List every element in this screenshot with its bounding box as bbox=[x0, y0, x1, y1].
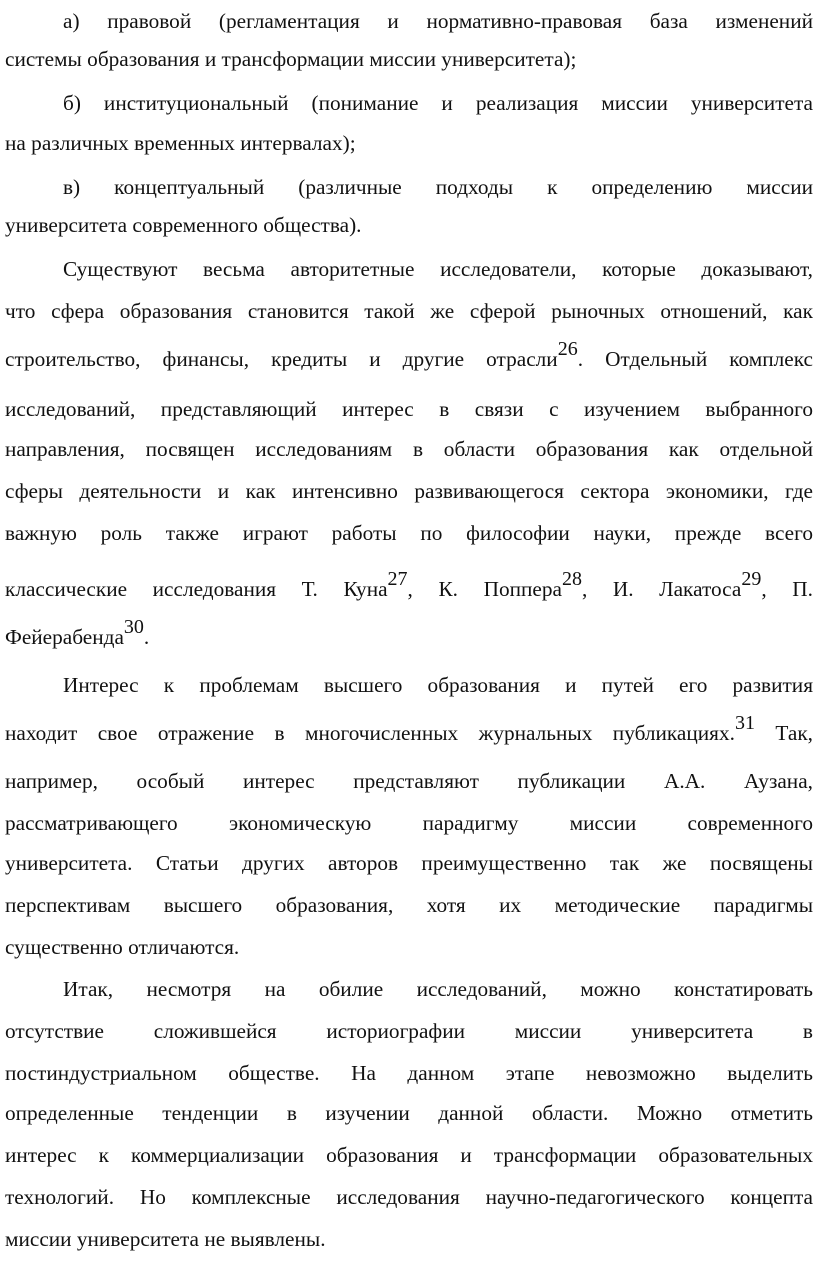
text-line: определенные тенденции в изучении данной области. Можно отметить bbox=[5, 1101, 813, 1125]
text-line bbox=[5, 338, 814, 374]
footnote-ref[interactable]: 31 bbox=[734, 712, 755, 734]
footnote-ref[interactable]: 30 bbox=[123, 616, 144, 638]
footnote-ref[interactable]: 26 bbox=[557, 338, 578, 360]
text-line: например, особый интерес представляют публикации А.А. Аузана, bbox=[5, 769, 813, 793]
text-line: важную роль также играют работы по философии науки, прежде всего bbox=[5, 521, 813, 545]
text-line: интерес к коммерциализации образования и трансформации образовательных bbox=[5, 1143, 813, 1167]
text-line: Итак, несмотря на обилие исследований, можно констатировать bbox=[63, 977, 813, 1001]
text-line: рассматривающего экономическую парадигму миссии современного bbox=[5, 811, 813, 835]
text-line: б) институциональный (понимание и реализация миссии университета bbox=[63, 91, 813, 115]
text-line bbox=[5, 616, 813, 652]
text-span: Фейерабенда bbox=[5, 625, 124, 649]
text-span: Так, bbox=[754, 721, 813, 745]
text-line bbox=[5, 568, 813, 604]
text-line: университета. Статьи других авторов преимущественно так же посвящены bbox=[5, 851, 813, 875]
text-line: системы образования и трансформации миссии университета); bbox=[5, 47, 577, 71]
text-span: находит свое отражение в многочисленных журнальных публикациях. bbox=[5, 721, 735, 745]
text-line: постиндустриальном обществе. На данном этапе невозможно выделить bbox=[5, 1061, 813, 1085]
footnote-ref[interactable]: 29 bbox=[741, 568, 762, 590]
text-span: строительство, финансы, кредиты и другие отрасли bbox=[5, 347, 558, 371]
text-span: классические исследования Т. Куна bbox=[5, 577, 388, 601]
text-line: университета современного общества). bbox=[5, 213, 362, 237]
text-span: , П. bbox=[761, 577, 813, 601]
text-line: существенно отличаются. bbox=[5, 935, 240, 959]
text-span: . Отдельный комплекс bbox=[577, 347, 814, 371]
text-line: технологий. Но комплексные исследования научно-педагогического концепта bbox=[5, 1185, 813, 1209]
text-line: перспективам высшего образования, хотя их методические парадигмы bbox=[5, 893, 813, 917]
text-line: Интерес к проблемам высшего образования и путей его развития bbox=[63, 673, 813, 697]
text-span: , К. Поппера bbox=[407, 577, 562, 601]
text-line: что сфера образования становится такой же сферой рыночных отношений, как bbox=[5, 299, 813, 323]
text-line bbox=[5, 712, 813, 748]
text-line: на различных временных интервалах); bbox=[5, 131, 356, 155]
text-line: Существуют весьма авторитетные исследователи, которые доказывают, bbox=[63, 257, 813, 281]
text-line: отсутствие сложившейся историографии миссии университета в bbox=[5, 1019, 813, 1043]
text-line: а) правовой (регламентация и нормативно-правовая база изменений bbox=[63, 9, 813, 33]
text-line: сферы деятельности и как интенсивно развивающегося сектора экономики, где bbox=[5, 479, 813, 503]
text-line: миссии университета не выявлены. bbox=[5, 1227, 326, 1251]
footnote-ref[interactable]: 27 bbox=[387, 568, 408, 590]
text-span: . bbox=[143, 625, 150, 649]
text-line: исследований, представляющий интерес в связи с изучением выбранного bbox=[5, 397, 813, 421]
text-line: направления, посвящен исследованиям в области образования как отдельной bbox=[5, 437, 813, 461]
text-line: в) концептуальный (различные подходы к определению миссии bbox=[63, 175, 813, 199]
text-span: , И. Лакатоса bbox=[581, 577, 742, 601]
footnote-ref[interactable]: 28 bbox=[561, 568, 582, 590]
